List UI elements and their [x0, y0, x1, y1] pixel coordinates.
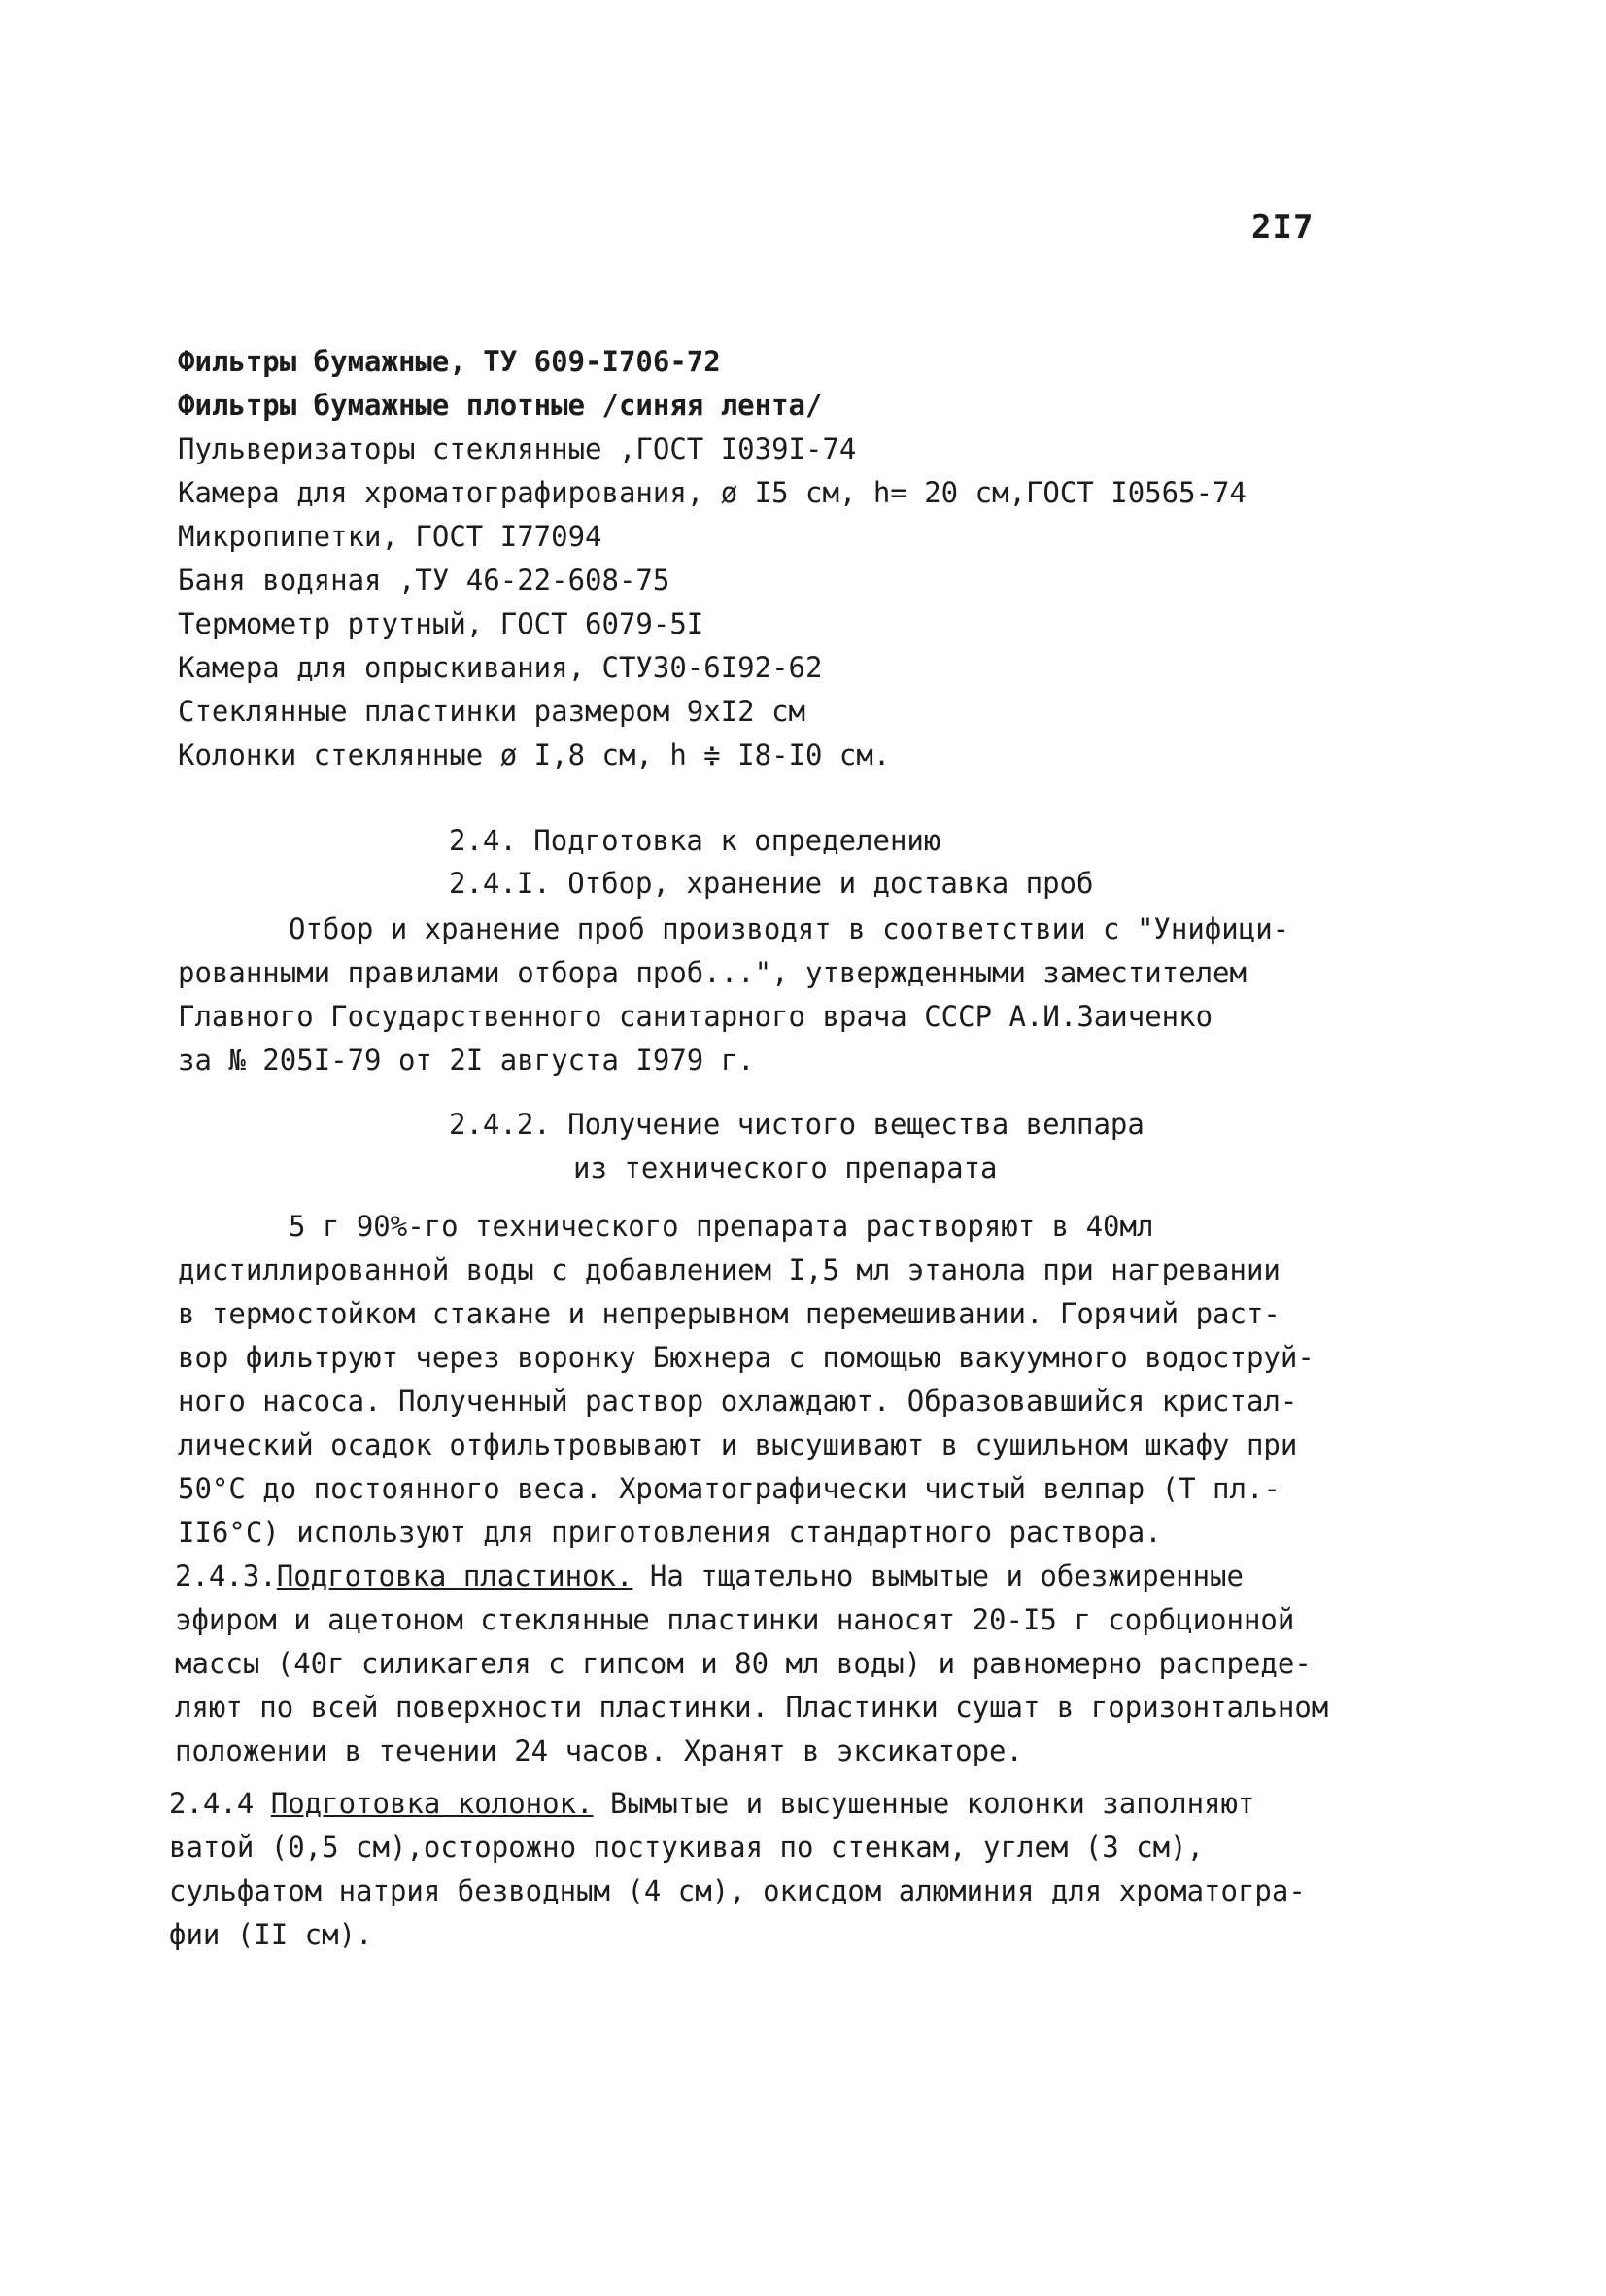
- equipment-list: [178, 340, 1247, 777]
- paragraph-line: рованными правилами отбора проб...", утвержденными заместителем: [178, 956, 1247, 989]
- subsection-heading-continued: из технического препарата: [573, 1151, 998, 1184]
- paragraph-line: 50°С до постоянного веса. Хроматографически чистый велпар (Т пл.-: [178, 1472, 1281, 1505]
- equipment-item: Камера для опрыскивания, СТУ30-6I92-62: [178, 651, 823, 684]
- equipment-item: Микропипетки, ГОСТ I77094: [178, 520, 602, 553]
- equipment-item: Фильтры бумажные плотные /синяя лента/: [178, 389, 823, 422]
- paragraph-line: На тщательно вымытые и обезжиренные: [632, 1559, 1244, 1593]
- paragraph-line: лический осадок отфильтровывают и высушивают в сушильном шкафу при: [178, 1428, 1298, 1461]
- paragraph-line: Главного Государственного санитарного врача СССР А.И.Заиченко: [178, 1000, 1213, 1033]
- subsection-title: Подготовка пластинок.: [276, 1559, 633, 1593]
- equipment-item: Пульверизаторы стеклянные ,ГОСТ I039I-74: [178, 432, 857, 465]
- paragraph-line: Отбор и хранение проб производят в соответствии с "Унифици-: [289, 912, 1290, 945]
- paragraph-line: эфиром и ацетоном стеклянные пластинки наносят 20-I5 г сорбционной: [175, 1603, 1295, 1636]
- paragraph-line: дистиллированной воды с добавлением I,5 мл этанола при нагревании: [178, 1253, 1281, 1286]
- paragraph-sampling: [178, 908, 1289, 1082]
- paragraph-line: сульфатом натрия безводным (4 см), окисдом алюминия для хроматогра-: [169, 1874, 1306, 1907]
- paragraph-line: ватой (0,5 см),осторожно постукивая по стенкам, углем (3 см),: [169, 1831, 1205, 1864]
- equipment-item: Камера для хроматографирования, ø I5 см, h= 20 см,ГОСТ I0565-74: [178, 476, 1247, 509]
- paragraph-line: ного насоса. Полученный раствор охлаждают. Образовавшийся кристал-: [178, 1385, 1298, 1418]
- subsection-heading: 2.4.I. Отбор, хранение и доставка проб: [449, 867, 1094, 900]
- subsection-number: 2.4.3.: [175, 1559, 277, 1593]
- paragraph-line: в термостойком стакане и непрерывном перемешивании. Горячий раст-: [178, 1297, 1281, 1330]
- paragraph-first-line: [175, 1555, 1328, 1598]
- subsection-heading: 2.4.2. Получение чистого вещества велпара: [449, 1108, 1145, 1141]
- section-heading: 2.4. Подготовка к определению: [449, 824, 941, 857]
- paragraph-line: положении в течении 24 часов. Хранят в эксикаторе.: [175, 1734, 1023, 1767]
- subsection-title: Подготовка колонок.: [270, 1787, 594, 1820]
- paragraph-line: за № 205I-79 от 2I августа I979 г.: [178, 1044, 755, 1077]
- paragraph-line: II6°С) используют для приготовления стандартного раствора.: [178, 1516, 1162, 1549]
- paragraph-line: ляют по всей поверхности пластинки. Пластинки сушат в горизонтальном: [175, 1691, 1329, 1724]
- paragraph-plates: [175, 1555, 1328, 1773]
- paragraph-line: Вымытые и высушенные колонки заполняют: [593, 1787, 1255, 1820]
- paragraph-purification: [178, 1205, 1315, 1555]
- paragraph-line: массы (40г силикагеля с гипсом и 80 мл воды) и равномерно распреде-: [175, 1647, 1312, 1680]
- subsection-number: 2.4.4: [169, 1787, 271, 1820]
- equipment-item: Стеклянные пластинки размером 9xI2 см: [178, 695, 806, 728]
- paragraph-line: вор фильтруют через воронку Бюхнера с помощью вакуумного водоструй-: [178, 1341, 1315, 1374]
- page-number: 2I7: [1251, 208, 1315, 247]
- paragraph-line: фии (II см).: [169, 1918, 373, 1951]
- equipment-item: Баня водяная ,ТУ 46-22-608-75: [178, 564, 670, 597]
- equipment-item: Колонки стеклянные ø I,8 см, h ≑ I8-I0 см.: [178, 738, 891, 771]
- paragraph-columns: [169, 1782, 1306, 1957]
- equipment-item: Фильтры бумажные, ТУ 609-I706-72: [178, 345, 721, 378]
- equipment-item: Термометр ртутный, ГОСТ 6079-5I: [178, 607, 704, 640]
- paragraph-first-line: [169, 1782, 1306, 1826]
- paragraph-line: 5 г 90%-го технического препарата растворяют в 40мл: [289, 1210, 1154, 1243]
